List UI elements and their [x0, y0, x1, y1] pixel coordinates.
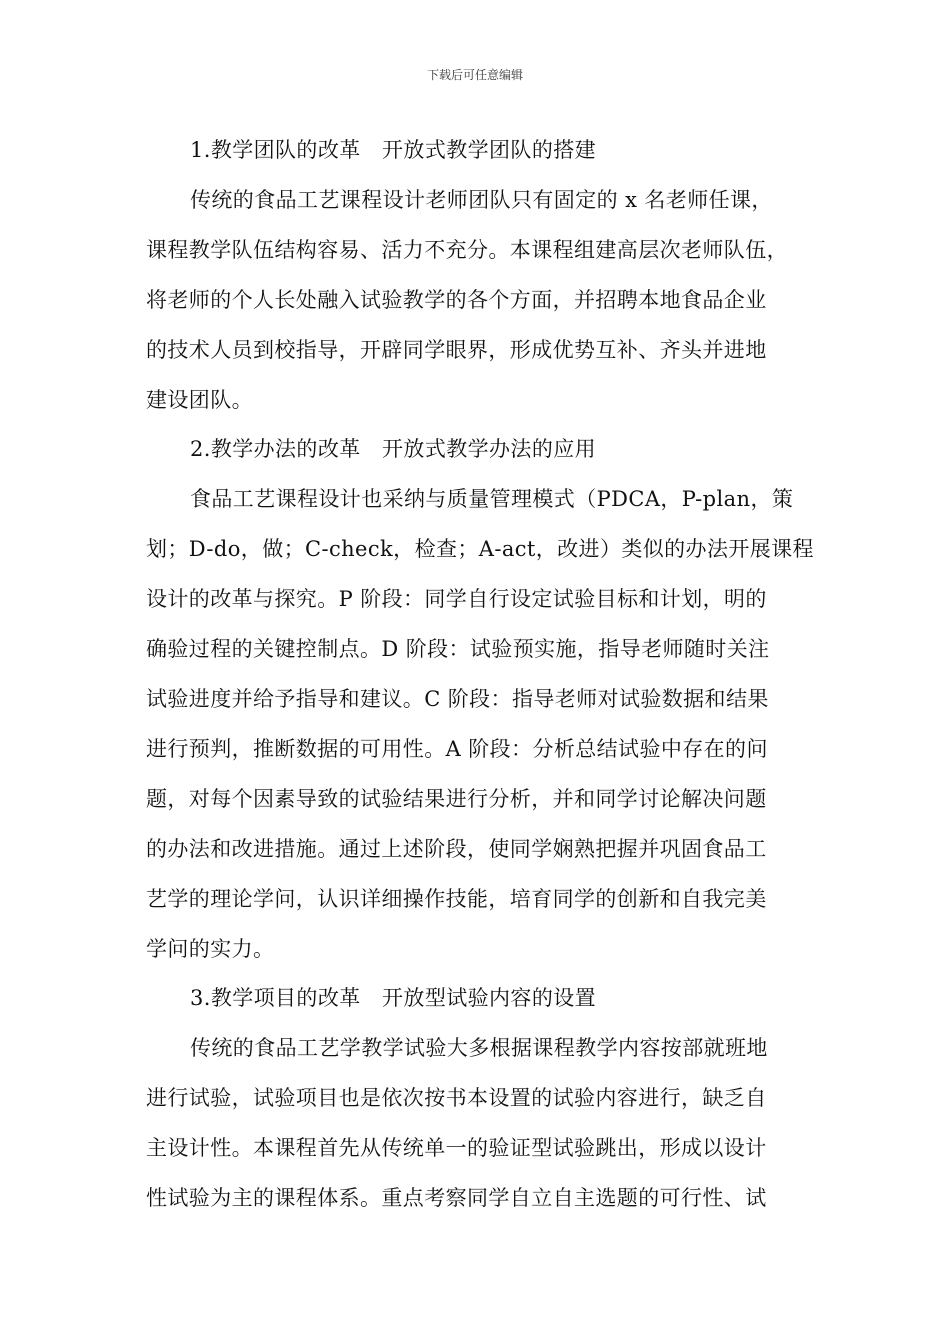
paragraph-line: 课程教学队伍结构容易、活力不充分。本课程组建高层次老师队伍，: [146, 238, 788, 262]
paragraph-line: 题，对每个因素导致的试验结果进行分析，并和同学讨论解决问题: [146, 787, 767, 811]
paragraph-line: 建设团队。: [146, 388, 253, 412]
paragraph-line: 进行预判，推断数据的可用性。A 阶段：分析总结试验中存在的问: [146, 737, 768, 761]
paragraph-line: 将老师的个人长处融入试验教学的各个方面，并招聘本地食品企业: [146, 288, 767, 312]
paragraph-line: 进行试验，试验项目也是依次按书本设置的试验内容进行，缺乏自: [146, 1086, 767, 1110]
page-header: 下载后可任意编辑: [426, 68, 523, 82]
paragraph-line: 试验进度并给予指导和建议。C 阶段：指导老师对试验数据和结果: [146, 687, 769, 711]
paragraph-line: 食品工艺课程设计也采纳与质量管理模式（PDCA，P-plan，策: [190, 487, 794, 511]
paragraph-line: 性试验为主的课程体系。重点考察同学自立自主选题的可行性、试: [146, 1186, 767, 1210]
paragraph-line: 设计的改革与探究。P 阶段：同学自行设定试验目标和计划，明的: [146, 587, 767, 611]
paragraph-line: 的技术人员到校指导，开辟同学眼界，形成优势互补、齐头并进地: [146, 338, 767, 362]
paragraph-line: 的办法和改进措施。通过上述阶段，使同学娴熟把握并巩固食品工: [146, 837, 767, 861]
heading-teaching-project: 3.教学项目的改革 开放型试验内容的设置: [190, 986, 597, 1010]
heading-teaching-method: 2.教学办法的改革 开放式教学办法的应用: [190, 437, 597, 461]
heading-teaching-team: 1.教学团队的改革 开放式教学团队的搭建: [190, 138, 597, 162]
paragraph-line: 确验过程的关键控制点。D 阶段：试验预实施，指导老师随时关注: [146, 637, 770, 661]
paragraph-line: 艺学的理论学问，认识详细操作技能，培育同学的创新和自我完美: [146, 887, 767, 911]
paragraph-line: 划；D-do，做；C-check，检查；A-act，改进）类似的办法开展课程: [146, 537, 814, 561]
paragraph-line: 传统的食品工艺课程设计老师团队只有固定的 x 名老师任课，: [190, 188, 773, 212]
paragraph-line: 学问的实力。: [146, 937, 275, 961]
paragraph-line: 主设计性。本课程首先从传统单一的验证型试验跳出，形成以设计: [146, 1136, 767, 1160]
paragraph-line: 传统的食品工艺学教学试验大多根据课程教学内容按部就班地: [190, 1036, 768, 1060]
